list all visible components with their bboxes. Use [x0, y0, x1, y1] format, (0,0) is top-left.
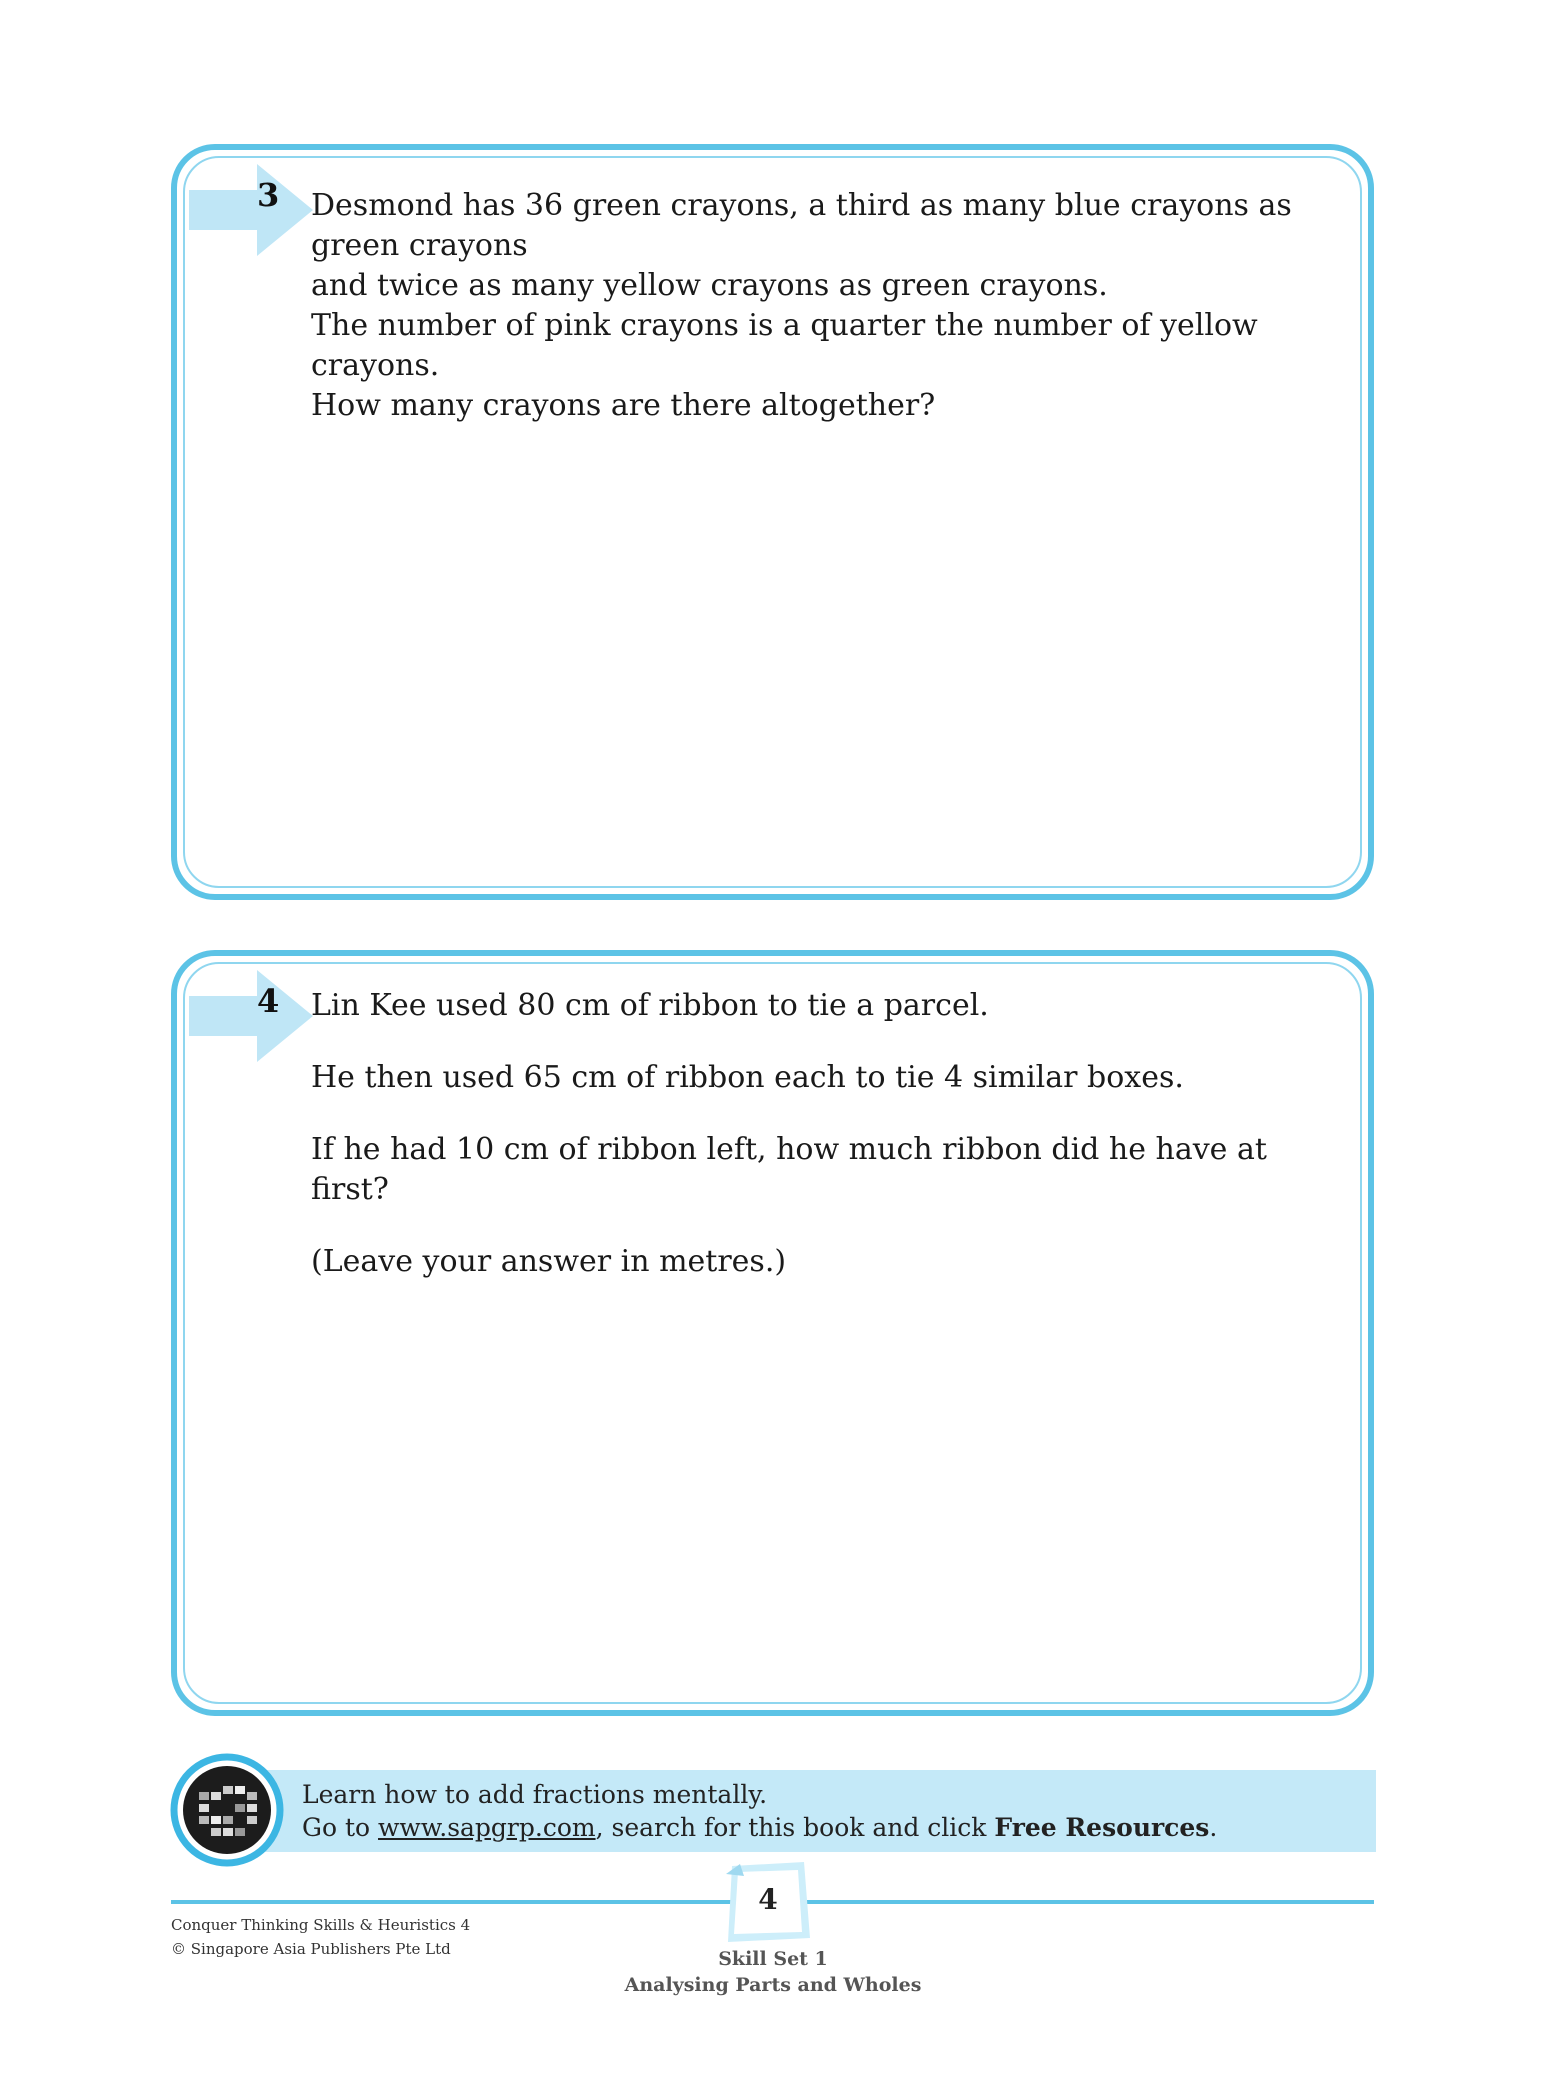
skill-set-caption [573, 1946, 973, 1998]
resource-tip-band [240, 1770, 1376, 1852]
question-number: 4 [257, 982, 280, 1020]
question-3-box [171, 144, 1374, 900]
question-number: 3 [257, 176, 280, 214]
skill-set-number: Skill Set 1 [718, 1948, 828, 1970]
question-line: (Leave your answer in metres.) [311, 1244, 787, 1279]
question-text [311, 186, 1348, 426]
tip-suffix: . [1209, 1813, 1218, 1842]
page-number: 4 [758, 1883, 778, 1916]
video-badge-icon [169, 1752, 285, 1868]
question-line: He then used 65 cm of ribbon each to tie 4 similar boxes. [311, 1060, 1184, 1095]
tip-line-1: Learn how to add fractions mentally. [302, 1780, 768, 1809]
tip-text [302, 1778, 1217, 1844]
question-line: Desmond has 36 green crayons, a third as many blue crayons as green crayons [311, 188, 1292, 263]
arrow-marker-icon [189, 164, 313, 256]
tip-middle: , search for this book and click [595, 1813, 995, 1842]
question-line: How many crayons are there altogether? [311, 388, 936, 423]
question-line: and twice as many yellow crayons as green crayons. [311, 268, 1108, 303]
arrow-marker-icon [189, 970, 313, 1062]
footer-credit [171, 1913, 470, 1961]
question-line: The number of pink crayons is a quarter the number of yellow crayons. [311, 308, 1258, 383]
copyright: © Singapore Asia Publishers Pte Ltd [171, 1940, 451, 1958]
question-4-box [171, 950, 1374, 1716]
question-line: If he had 10 cm of ribbon left, how much ribbon did he have at first? [311, 1132, 1267, 1207]
skill-set-title: Analysing Parts and Wholes [624, 1974, 922, 1996]
website-link[interactable]: www.sapgrp.com [378, 1813, 596, 1842]
tip-prefix: Go to [302, 1813, 379, 1842]
question-text [311, 986, 1348, 1314]
book-title: Conquer Thinking Skills & Heuristics 4 [171, 1916, 471, 1934]
tip-line-2 [302, 1811, 1217, 1844]
question-line: Lin Kee used 80 cm of ribbon to tie a parcel. [311, 988, 989, 1023]
free-resources-label: Free Resources [994, 1813, 1210, 1842]
